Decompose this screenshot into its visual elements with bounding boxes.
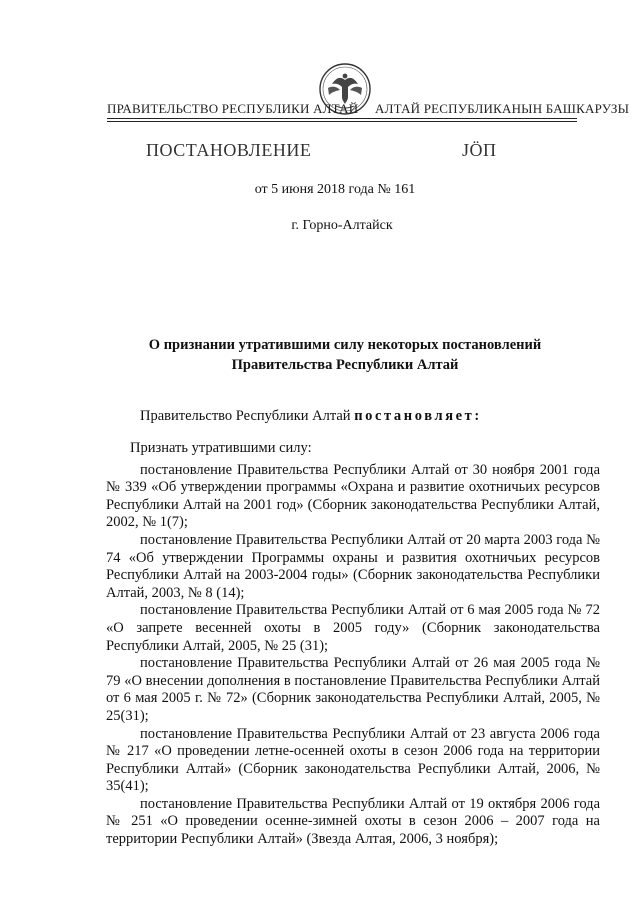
- document-type-altai: ЈӦП: [462, 140, 497, 160]
- government-name-russian: ПРАВИТЕЛЬСТВО РЕСПУБЛИКИ АЛТАЙ: [107, 101, 359, 116]
- document-title-line-1: О признании утратившими силу некоторых постановлений: [148, 337, 542, 353]
- header-divider: [107, 118, 577, 119]
- body-paragraph: постановление Правительства Республики Алтай от 23 августа 2006 года № 217 «О проведении летне-осенней охоты в сезон 2006 года на территории Республики Алтай» (Сборник законодательства Республики Алтай, 2006, № 35(41);: [106, 725, 600, 795]
- body-paragraph: постановление Правительства Республики Алтай от 20 марта 2003 года № 74 «Об утверждении Программы охраны и развития охотничьих ресурсов Республики Алтай на 2003-2004 годы» (Сборник законодательства Республики Алтай, 2003, № 8 (14);: [106, 531, 600, 601]
- body-lead: Признать утратившими силу:: [130, 440, 312, 456]
- body-paragraph: постановление Правительства Республики Алтай от 26 мая 2005 года № 79 «О внесении дополнения в постановление Правительства Республики Алтай от 6 мая 2005 г. № 72» (Сборник законодательства Республики Алтай, 2005, № 25(31);: [106, 655, 600, 724]
- document-body: [106, 440, 600, 849]
- intro-emphasis: постановляет:: [354, 408, 482, 424]
- document-title: [110, 335, 580, 375]
- body-paragraph: постановление Правительства Республики Алтай от 6 мая 2005 года № 72 «О запрете весенней охоты в 2005 году» (Сборник законодательства Республики Алтай, 2005, № 25 (31);: [106, 602, 600, 654]
- document-city: г. Горно-Алтайск: [291, 218, 393, 233]
- resolution-intro: [140, 408, 482, 425]
- header-divider-thin: [107, 121, 577, 122]
- document-title-line-2: Правительства Республики Алтай: [231, 357, 459, 373]
- government-name-altai: АЛТАЙ РЕСПУБЛИКАНЫН БАШКАРУЗЫ: [375, 101, 630, 116]
- body-paragraph: постановление Правительства Республики Алтай от 19 октября 2006 года № 251 «О проведении осенне-зимней охоты в сезон 2006 – 2007 года на территории Республики Алтай» (Звезда Алтая, 2006, 3 ноября);: [106, 795, 600, 848]
- intro-text: Правительство Республики Алтай: [140, 408, 355, 424]
- document-date-number: от 5 июня 2018 года № 161: [254, 182, 416, 197]
- body-paragraph: постановление Правительства Республики Алтай от 30 ноября 2001 года № 339 «Об утверждении программы «Охрана и развитие охотничьих ресурсов Республики Алтай на 2001 год» (Сборник законодательства Республики Алтай, 2002, № 1(7);: [106, 461, 600, 531]
- document-type-russian: ПОСТАНОВЛЕНИЕ: [146, 140, 312, 160]
